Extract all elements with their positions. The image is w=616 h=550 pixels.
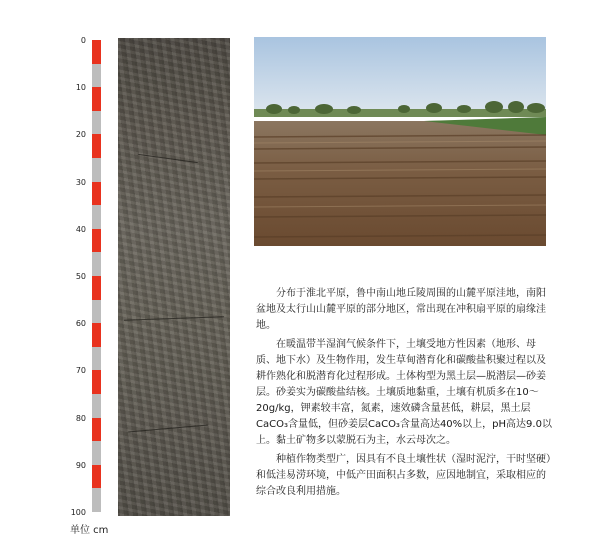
depth-tick-label: 40: [75, 224, 86, 234]
scale-segment: [92, 40, 101, 64]
scale-segment: [92, 182, 101, 206]
depth-tick-label: 80: [75, 413, 86, 423]
depth-tick-label: 30: [75, 177, 86, 187]
scale-segment: [92, 394, 101, 418]
soil-profile-photo: [118, 38, 230, 516]
profile-crack: [128, 425, 208, 433]
depth-tick-label: 70: [75, 366, 86, 376]
scale-segment: [92, 300, 101, 324]
depth-tick-label: 0: [80, 36, 86, 45]
scale-segment: [92, 87, 101, 111]
unit-label: 单位 cm: [70, 525, 109, 536]
scale-segment: [92, 276, 101, 300]
scale-segment: [92, 323, 101, 347]
depth-scale-bar: [92, 40, 101, 512]
plowed-soil: [254, 121, 546, 246]
scale-segment: [92, 252, 101, 276]
depth-tick-label: 100: [70, 508, 86, 517]
scale-segment: [92, 229, 101, 253]
field-photo-svg: [254, 37, 546, 246]
profile-crack: [138, 154, 198, 163]
scale-segment: [92, 205, 101, 229]
depth-tick-label: 10: [75, 83, 86, 93]
scale-segment: [92, 418, 101, 442]
field-landscape-photo: [254, 37, 546, 246]
scale-segment: [92, 111, 101, 135]
scale-segment: [92, 370, 101, 394]
profile-crack: [124, 316, 224, 320]
depth-tick-label: 20: [75, 130, 86, 140]
sky: [254, 37, 546, 115]
paragraph-formation: 在暖温带半湿润气候条件下，土壤受地方性因素（地形、母质、地下水）及生物作用，发生草甸潜育化和碳酸盐积聚过程以及耕作熟化和脱潜育化过程形成。土体构型为黑土层—脱潜层—砂姜层。砂姜实为碳酸盐结核。土壤质地黏重，土壤有机质多在10～20g/kg，钾素较丰富，氮素，速效磷含量甚低，耕层，黑土层CaCO₃含量低，但砂姜层CaCO₃含量高达40%以上，pH高达9.0以上。黏土矿物多以蒙脱石为主，水云母次之。: [256, 339, 552, 446]
scale-segment: [92, 441, 101, 465]
depth-tick-label: 60: [75, 319, 86, 329]
depth-tick-label: 50: [75, 272, 86, 281]
depth-tick-label: 90: [75, 460, 86, 470]
scale-segment: [92, 158, 101, 182]
scale-segment: [92, 134, 101, 158]
scale-segment: [92, 488, 101, 512]
paragraph-distribution: 分布于淮北平原，鲁中南山地丘陵周围的山麓平原洼地，南阳盆地及太行山山麓平原的部分地区，常出现在冲积扇平原的扇缘洼地。: [256, 288, 546, 331]
paragraph-utilization: 种植作物类型广，因具有不良土壤性状（湿时泥泞，干时坚硬）和低洼易涝环境，中低产田面积占多数，应因地制宜，采取相应的综合改良利用措施。: [256, 454, 551, 497]
description-text: [256, 286, 552, 503]
scale-segment: [92, 64, 101, 88]
scale-segment: [92, 347, 101, 371]
scale-segment: [92, 465, 101, 489]
